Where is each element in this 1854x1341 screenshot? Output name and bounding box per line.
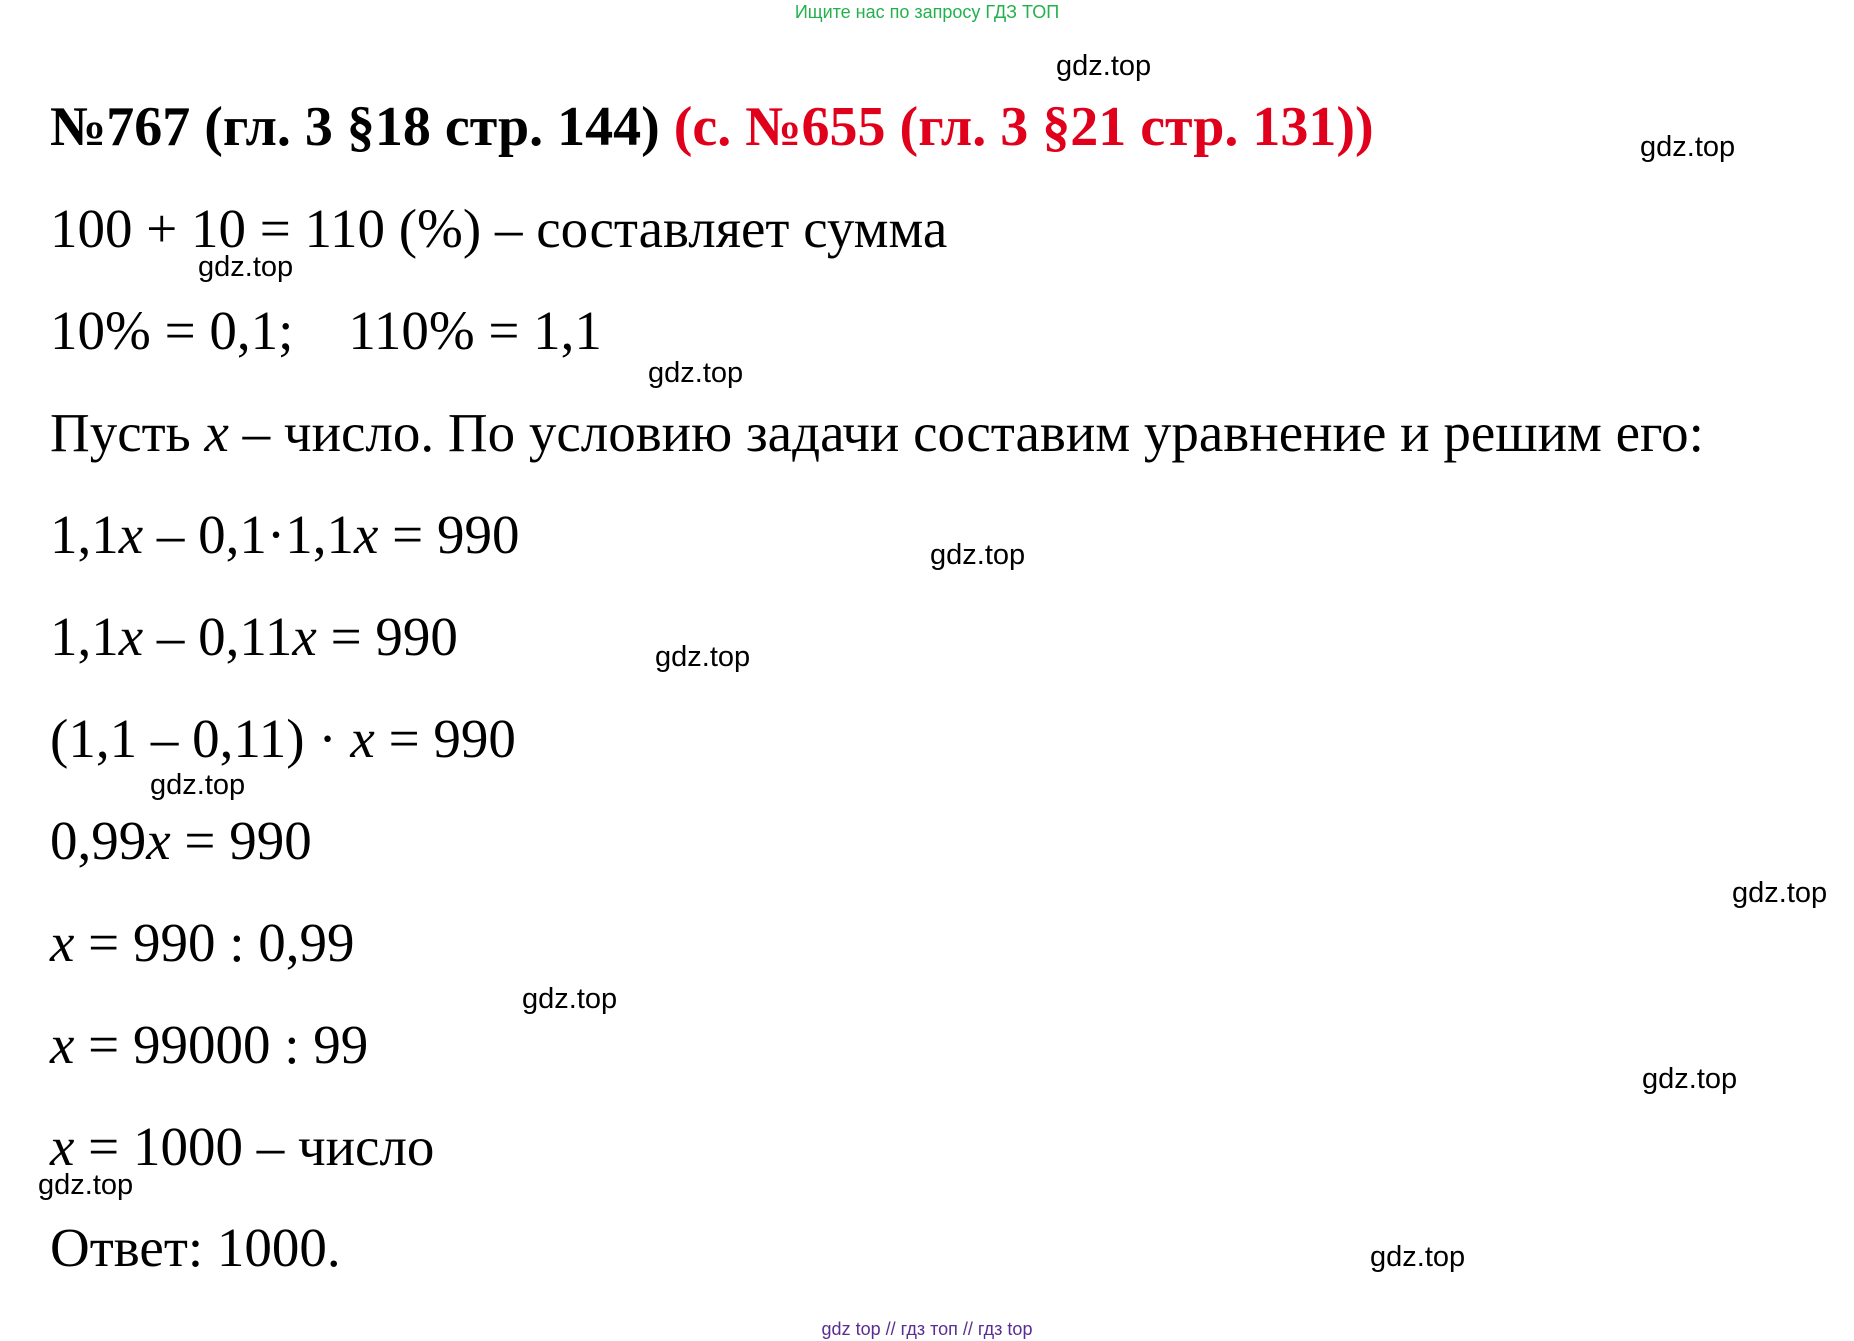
variable-x: x <box>118 606 144 667</box>
footer-watermark: gdz top // гдз топ // гдз top <box>821 1319 1033 1339</box>
watermark: gdz.top <box>1370 1241 1466 1273</box>
equation-line-4 <box>50 808 312 874</box>
watermark: gdz.top <box>1642 1063 1738 1095</box>
text-fragment: = 990 <box>374 708 516 769</box>
watermark: gdz.top <box>1732 877 1828 909</box>
watermark: gdz.top <box>648 357 744 389</box>
solution-line-1: 100 + 10 = 110 (%) – составляет сумма <box>50 198 948 259</box>
text-fragment: – 0,11 <box>143 606 293 667</box>
answer-line: Ответ: 1000. <box>50 1217 341 1278</box>
variable-x: x <box>204 402 229 463</box>
equation-line-1 <box>50 502 519 568</box>
variable-x: x <box>118 504 144 565</box>
text-fragment: Пусть <box>50 402 205 463</box>
text-fragment: = 99000 : 99 <box>74 1014 369 1075</box>
watermark: gdz.top <box>655 641 751 673</box>
problem-number: №767 (гл. 3 §18 стр. 144) <box>50 96 660 158</box>
variable-x: x <box>354 504 379 565</box>
watermark: gdz.top <box>930 539 1026 571</box>
watermark: gdz.top <box>38 1169 134 1201</box>
search-hint-banner: Ищите нас по запросу ГДЗ ТОП <box>794 2 1060 22</box>
variable-x: x <box>50 1116 75 1177</box>
watermark: gdz.top <box>522 983 618 1015</box>
variable-x: x <box>350 708 375 769</box>
watermark: gdz.top <box>198 251 294 283</box>
text-fragment: 1,1 <box>50 504 119 565</box>
variable-x: x <box>50 912 75 973</box>
variable-x: x <box>50 1014 75 1075</box>
equation-line-2 <box>50 604 458 670</box>
text-fragment: (1,1 – 0,11) · <box>50 708 351 769</box>
text-fragment: = 990 : 0,99 <box>74 912 355 973</box>
watermark: gdz.top <box>1056 50 1152 82</box>
watermark: gdz.top <box>150 769 246 801</box>
problem-title <box>50 92 1374 162</box>
variable-x: x <box>146 810 171 871</box>
watermark: gdz.top <box>1640 131 1736 163</box>
variable-x: x <box>292 606 317 667</box>
equation-line-6 <box>50 1012 368 1078</box>
equation-line-3 <box>50 706 516 772</box>
equation-line-5 <box>50 910 354 976</box>
alt-problem-number: (с. №655 (гл. 3 §21 стр. 131)) <box>673 96 1374 158</box>
text-fragment: 1,1 <box>50 606 119 667</box>
text-fragment: = 990 <box>378 504 520 565</box>
text-fragment: = 1000 – число <box>74 1116 435 1177</box>
text-fragment: = 990 <box>170 810 312 871</box>
text-fragment: 0,99 <box>50 810 147 871</box>
text-fragment: – 0,1·1,1 <box>143 504 354 565</box>
text-fragment: = 990 <box>316 606 458 667</box>
solution-line-3 <box>50 400 1704 466</box>
solution-line-2: 10% = 0,1; 110% = 1,1 <box>50 300 602 361</box>
text-fragment: – число. По условию задачи составим уравнение и решим его: <box>228 402 1704 463</box>
